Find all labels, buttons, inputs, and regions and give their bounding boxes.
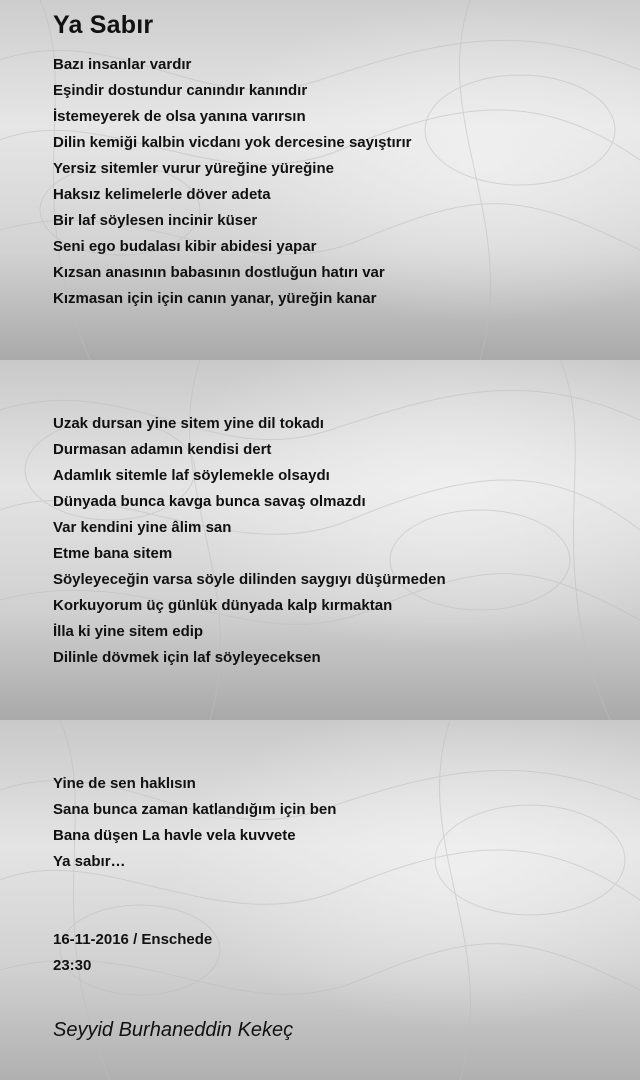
poem-title: Ya Sabır: [53, 11, 154, 39]
poem-line: Kızmasan için için canın yanar, yüreğin kanar: [53, 290, 377, 307]
poem-line: Eşindir dostundur canındır kanındır: [53, 82, 308, 99]
poem-line: Durmasan adamın kendisi dert: [53, 441, 272, 458]
stanza-1: [53, 52, 411, 312]
poem-line: Var kendini yine âlim san: [53, 519, 232, 536]
poem-line: Dilin kemiği kalbin vicdanı yok dercesine sayıştırır: [53, 134, 412, 151]
poem-line: İlla ki yine sitem edip: [53, 623, 204, 640]
poem-line: Haksız kelimelerle döver adeta: [53, 186, 271, 203]
poem-line: Adamlık sitemle laf söylemekle olsaydı: [53, 467, 330, 484]
poem-line: Seni ego budalası kibir abidesi yapar: [53, 238, 317, 255]
poem-line: Dünyada bunca kavga bunca savaş olmazdı: [53, 493, 366, 510]
poem-line: Etme bana sitem: [53, 545, 173, 562]
poem-time: 23:30: [53, 957, 92, 974]
poem-line: Bana düşen La havle vela kuvvete: [53, 827, 296, 844]
poem-line: Bir laf söylesen incinir küser: [53, 212, 258, 229]
stanza-3: [53, 771, 336, 875]
poem-line: Uzak dursan yine sitem yine dil tokadı: [53, 415, 324, 432]
poem-line: Korkuyorum üç günlük dünyada kalp kırmaktan: [53, 597, 393, 614]
poem-date-block: [53, 927, 212, 979]
poem-line: Ya sabır…: [53, 853, 126, 870]
poem-line: Dilinle dövmek için laf söyleyeceksen: [53, 649, 321, 666]
poem-line: İstemeyerek de olsa yanına varırsın: [53, 108, 306, 125]
poem-line: Bazı insanlar vardır: [53, 56, 192, 73]
poem-line: Yine de sen haklısın: [53, 775, 196, 792]
poem-line: Kızsan anasının babasının dostluğun hatırı var: [53, 264, 385, 281]
poem-line: Yersiz sitemler vurur yüreğine yüreğine: [53, 160, 334, 177]
poem-author: Seyyid Burhaneddin Kekeç: [53, 1019, 294, 1041]
poem-line: Söyleyeceğin varsa söyle dilinden saygıyı düşürmeden: [53, 571, 446, 588]
stanza-2: [53, 411, 446, 671]
poem-date-place: 16-11-2016 / Enschede: [53, 931, 213, 948]
poem-line: Sana bunca zaman katlandığım için ben: [53, 801, 337, 818]
